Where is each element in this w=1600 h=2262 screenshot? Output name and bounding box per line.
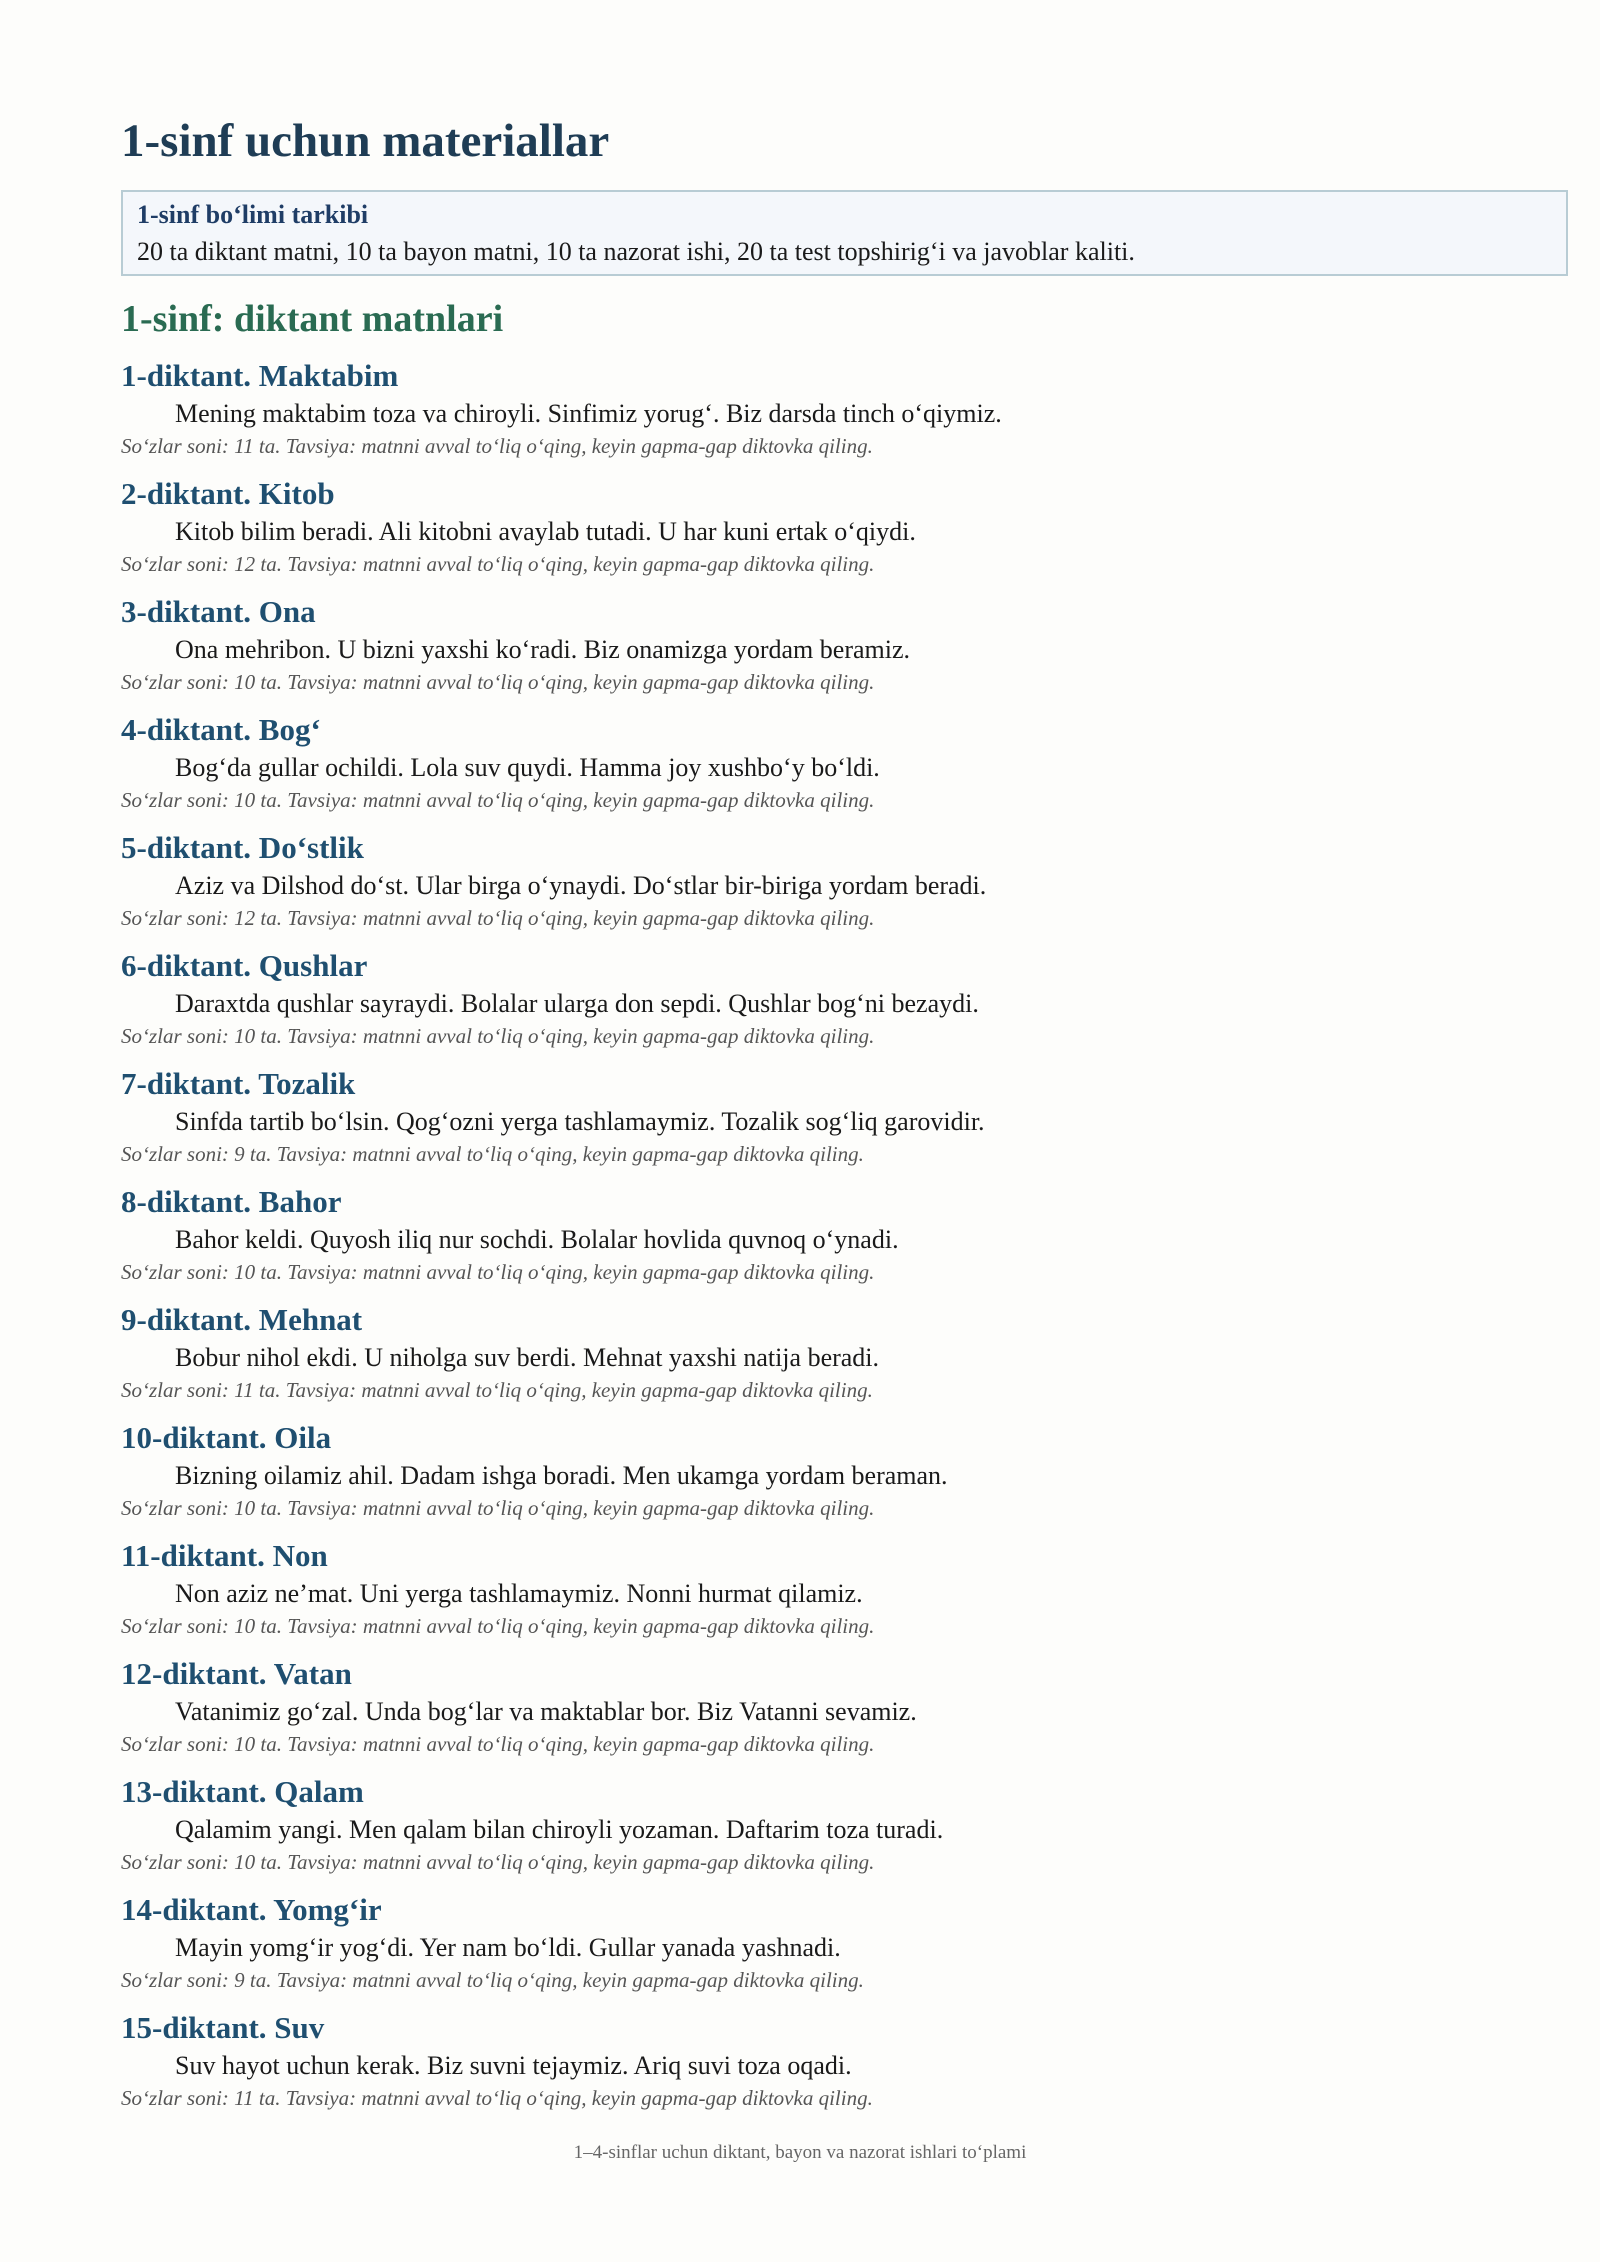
dictation-item [121,1536,1481,1654]
dictation-item [121,828,1481,946]
dictation-title: 13-diktant. Qalam [121,1774,364,1809]
dictation-item [121,1064,1481,1182]
dictation-note: So‘zlar soni: 11 ta. Tavsiya: matnni avval to‘liq o‘qing, keyin gapma-gap diktovka qiling. [121,434,873,458]
dictation-text: Aziz va Dilshod do‘st. Ular birga o‘ynaydi. Do‘stlar bir-biriga yordam beradi. [175,871,987,900]
dictation-text: Vatanimiz go‘zal. Unda bog‘lar va maktablar bor. Biz Vatanni sevamiz. [175,1697,917,1726]
dictation-title: 15-diktant. Suv [121,2010,325,2045]
summary-title: 1-sinf bo‘limi tarkibi [137,200,369,229]
dictation-item [121,356,1481,474]
dictation-text: Ona mehribon. U bizni yaxshi ko‘radi. Biz onamizga yordam beramiz. [175,635,911,664]
dictation-note: So‘zlar soni: 9 ta. Tavsiya: matnni avval to‘liq o‘qing, keyin gapma-gap diktovka qiling. [121,1142,864,1166]
dictation-title: 7-diktant. Tozalik [121,1066,356,1101]
dictation-note: So‘zlar soni: 10 ta. Tavsiya: matnni avval to‘liq o‘qing, keyin gapma-gap diktovka qiling. [121,1496,875,1520]
dictation-item [121,592,1481,710]
dictation-title: 8-diktant. Bahor [121,1184,342,1219]
dictation-list [121,356,1481,2126]
dictation-note: So‘zlar soni: 10 ta. Tavsiya: matnni avval to‘liq o‘qing, keyin gapma-gap diktovka qiling. [121,788,875,812]
dictation-note: So‘zlar soni: 10 ta. Tavsiya: matnni avval to‘liq o‘qing, keyin gapma-gap diktovka qiling. [121,1614,875,1638]
summary-text: 20 ta diktant matni, 10 ta bayon matni, 10 ta nazorat ishi, 20 ta test topshirig‘i va javoblar kaliti. [137,237,1135,266]
dictation-item [121,1654,1481,1772]
dictation-note: So‘zlar soni: 12 ta. Tavsiya: matnni avval to‘liq o‘qing, keyin gapma-gap diktovka qiling. [121,552,875,576]
dictation-note: So‘zlar soni: 12 ta. Tavsiya: matnni avval to‘liq o‘qing, keyin gapma-gap diktovka qiling. [121,906,875,930]
dictation-title: 3-diktant. Ona [121,594,316,629]
dictation-note: So‘zlar soni: 11 ta. Tavsiya: matnni avval to‘liq o‘qing, keyin gapma-gap diktovka qiling. [121,2086,873,2110]
dictation-title: 6-diktant. Qushlar [121,948,368,983]
dictation-title: 9-diktant. Mehnat [121,1302,363,1337]
dictation-text: Bahor keldi. Quyosh iliq nur sochdi. Bolalar hovlida quvnoq o‘ynadi. [175,1225,899,1254]
dictation-item [121,2008,1481,2126]
dictation-item [121,710,1481,828]
document-page [121,110,1481,2126]
dictation-text: Non aziz ne’mat. Uni yerga tashlamaymiz. Nonni hurmat qilamiz. [175,1579,863,1608]
dictation-text: Bobur nihol ekdi. U niholga suv berdi. Mehnat yaxshi natija beradi. [175,1343,880,1372]
dictation-note: So‘zlar soni: 9 ta. Tavsiya: matnni avval to‘liq o‘qing, keyin gapma-gap diktovka qiling. [121,1968,864,1992]
dictation-item [121,946,1481,1064]
page-title: 1-sinf uchun materiallar [121,115,610,167]
page-footer: 1–4-sinflar uchun diktant, bayon va nazorat ishlari to‘plami [573,2142,1027,2163]
dictation-note: So‘zlar soni: 10 ta. Tavsiya: matnni avval to‘liq o‘qing, keyin gapma-gap diktovka qiling. [121,670,875,694]
dictation-title: 10-diktant. Oila [121,1420,332,1455]
dictation-text: Qalamim yangi. Men qalam bilan chiroyli yozaman. Daftarim toza turadi. [175,1815,944,1844]
dictation-text: Sinfda tartib bo‘lsin. Qog‘ozni yerga tashlamaymiz. Tozalik sog‘liq garovidir. [175,1107,985,1136]
dictation-title: 4-diktant. Bog‘ [121,712,321,747]
dictation-text: Daraxtda qushlar sayraydi. Bolalar ularga don sepdi. Qushlar bog‘ni bezaydi. [175,989,979,1018]
dictation-text: Kitob bilim beradi. Ali kitobni avaylab tutadi. U har kuni ertak o‘qiydi. [175,517,916,546]
dictation-title: 5-diktant. Do‘stlik [121,830,364,865]
dictation-title: 14-diktant. Yomg‘ir [121,1892,382,1927]
dictation-note: So‘zlar soni: 10 ta. Tavsiya: matnni avval to‘liq o‘qing, keyin gapma-gap diktovka qiling. [121,1850,875,1874]
dictation-note: So‘zlar soni: 11 ta. Tavsiya: matnni avval to‘liq o‘qing, keyin gapma-gap diktovka qiling. [121,1378,873,1402]
dictation-text: Mayin yomg‘ir yog‘di. Yer nam bo‘ldi. Gullar yanada yashnadi. [175,1933,841,1962]
dictation-title: 1-diktant. Maktabim [121,358,399,393]
dictation-title: 12-diktant. Vatan [121,1656,352,1691]
dictation-text: Mening maktabim toza va chiroyli. Sinfimiz yorug‘. Biz darsda tinch o‘qiymiz. [175,399,1002,428]
dictation-text: Suv hayot uchun kerak. Biz suvni tejaymiz. Ariq suvi toza oqadi. [175,2051,852,2080]
section-title: 1-sinf: diktant matnlari [121,298,504,340]
dictation-note: So‘zlar soni: 10 ta. Tavsiya: matnni avval to‘liq o‘qing, keyin gapma-gap diktovka qiling. [121,1260,875,1284]
dictation-item [121,1182,1481,1300]
dictation-text: Bog‘da gullar ochildi. Lola suv quydi. Hamma joy xushbo‘y bo‘ldi. [175,753,880,782]
dictation-item [121,1300,1481,1418]
dictation-item [121,474,1481,592]
dictation-title: 11-diktant. Non [121,1538,328,1573]
dictation-note: So‘zlar soni: 10 ta. Tavsiya: matnni avval to‘liq o‘qing, keyin gapma-gap diktovka qiling. [121,1024,875,1048]
dictation-item [121,1418,1481,1536]
dictation-item [121,1772,1481,1890]
dictation-note: So‘zlar soni: 10 ta. Tavsiya: matnni avval to‘liq o‘qing, keyin gapma-gap diktovka qiling. [121,1732,875,1756]
dictation-item [121,1890,1481,2008]
dictation-text: Bizning oilamiz ahil. Dadam ishga boradi. Men ukamga yordam beraman. [175,1461,948,1490]
dictation-title: 2-diktant. Kitob [121,476,335,511]
summary-box [121,190,1568,276]
